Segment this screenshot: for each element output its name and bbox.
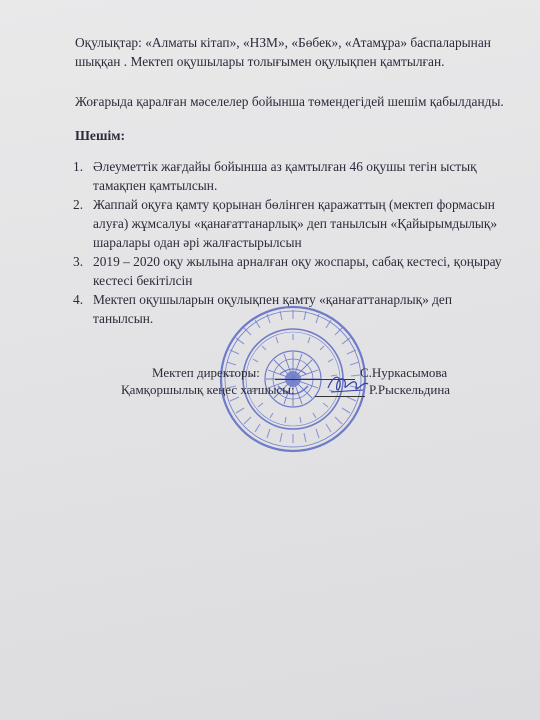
signature-role-secretary: Қамқоршылық кеңес хатшысы:	[121, 382, 295, 397]
signature-name-secretary: Р.Рыскельдина	[369, 382, 451, 397]
decision-item	[0, 252, 513, 290]
signature-role-director: Мектеп директоры:	[152, 365, 260, 380]
signature-name-director: С.Нуркасымова	[360, 365, 448, 380]
decision-list	[0, 157, 540, 328]
intro-paragraph: Оқулықтар: «Алматы кітап», «НЗМ», «Бөбек», «Атамұра» баспаларынан шыққан . Мектеп оқушылары толығымен оқулықпен қамтылған.	[75, 35, 491, 69]
decision-item	[0, 157, 513, 195]
decision-number: 2.	[73, 197, 84, 212]
decision-number: 4.	[73, 292, 84, 307]
decision-text: Мектеп оқушыларын оқулықпен қамту «қанағаттанарлық» деп танылсын.	[93, 292, 453, 326]
decision-text: 2019 – 2020 оқу жылына арналған оқу жоспары, сабақ кестесі, қоңырау кестесі бекітілсін	[93, 254, 502, 288]
decision-text: Әлеуметтік жағдайы бойынша аз қамтылған 46 оқушы тегін ыстық тамақпен қамтылсын.	[93, 159, 477, 193]
decision-text: Жаппай оқуға қамту қорынан бөлінген қаражаттың (мектеп формасын алуға) жұмсалуы «қанағаттанарлық» деп танылсын «Қайырымдылық» шаралары одан әрі жалғастырылсын	[93, 197, 498, 250]
decision-item	[0, 195, 513, 252]
decision-intro-paragraph: Жоғарыда қаралған мәселелер бойынша төмендегідей шешім қабылданды.	[75, 94, 504, 109]
decision-number: 1.	[73, 159, 84, 174]
handwritten-signature-icon	[325, 370, 370, 398]
decision-heading: Шешім:	[75, 128, 126, 143]
decision-number: 3.	[73, 254, 84, 269]
